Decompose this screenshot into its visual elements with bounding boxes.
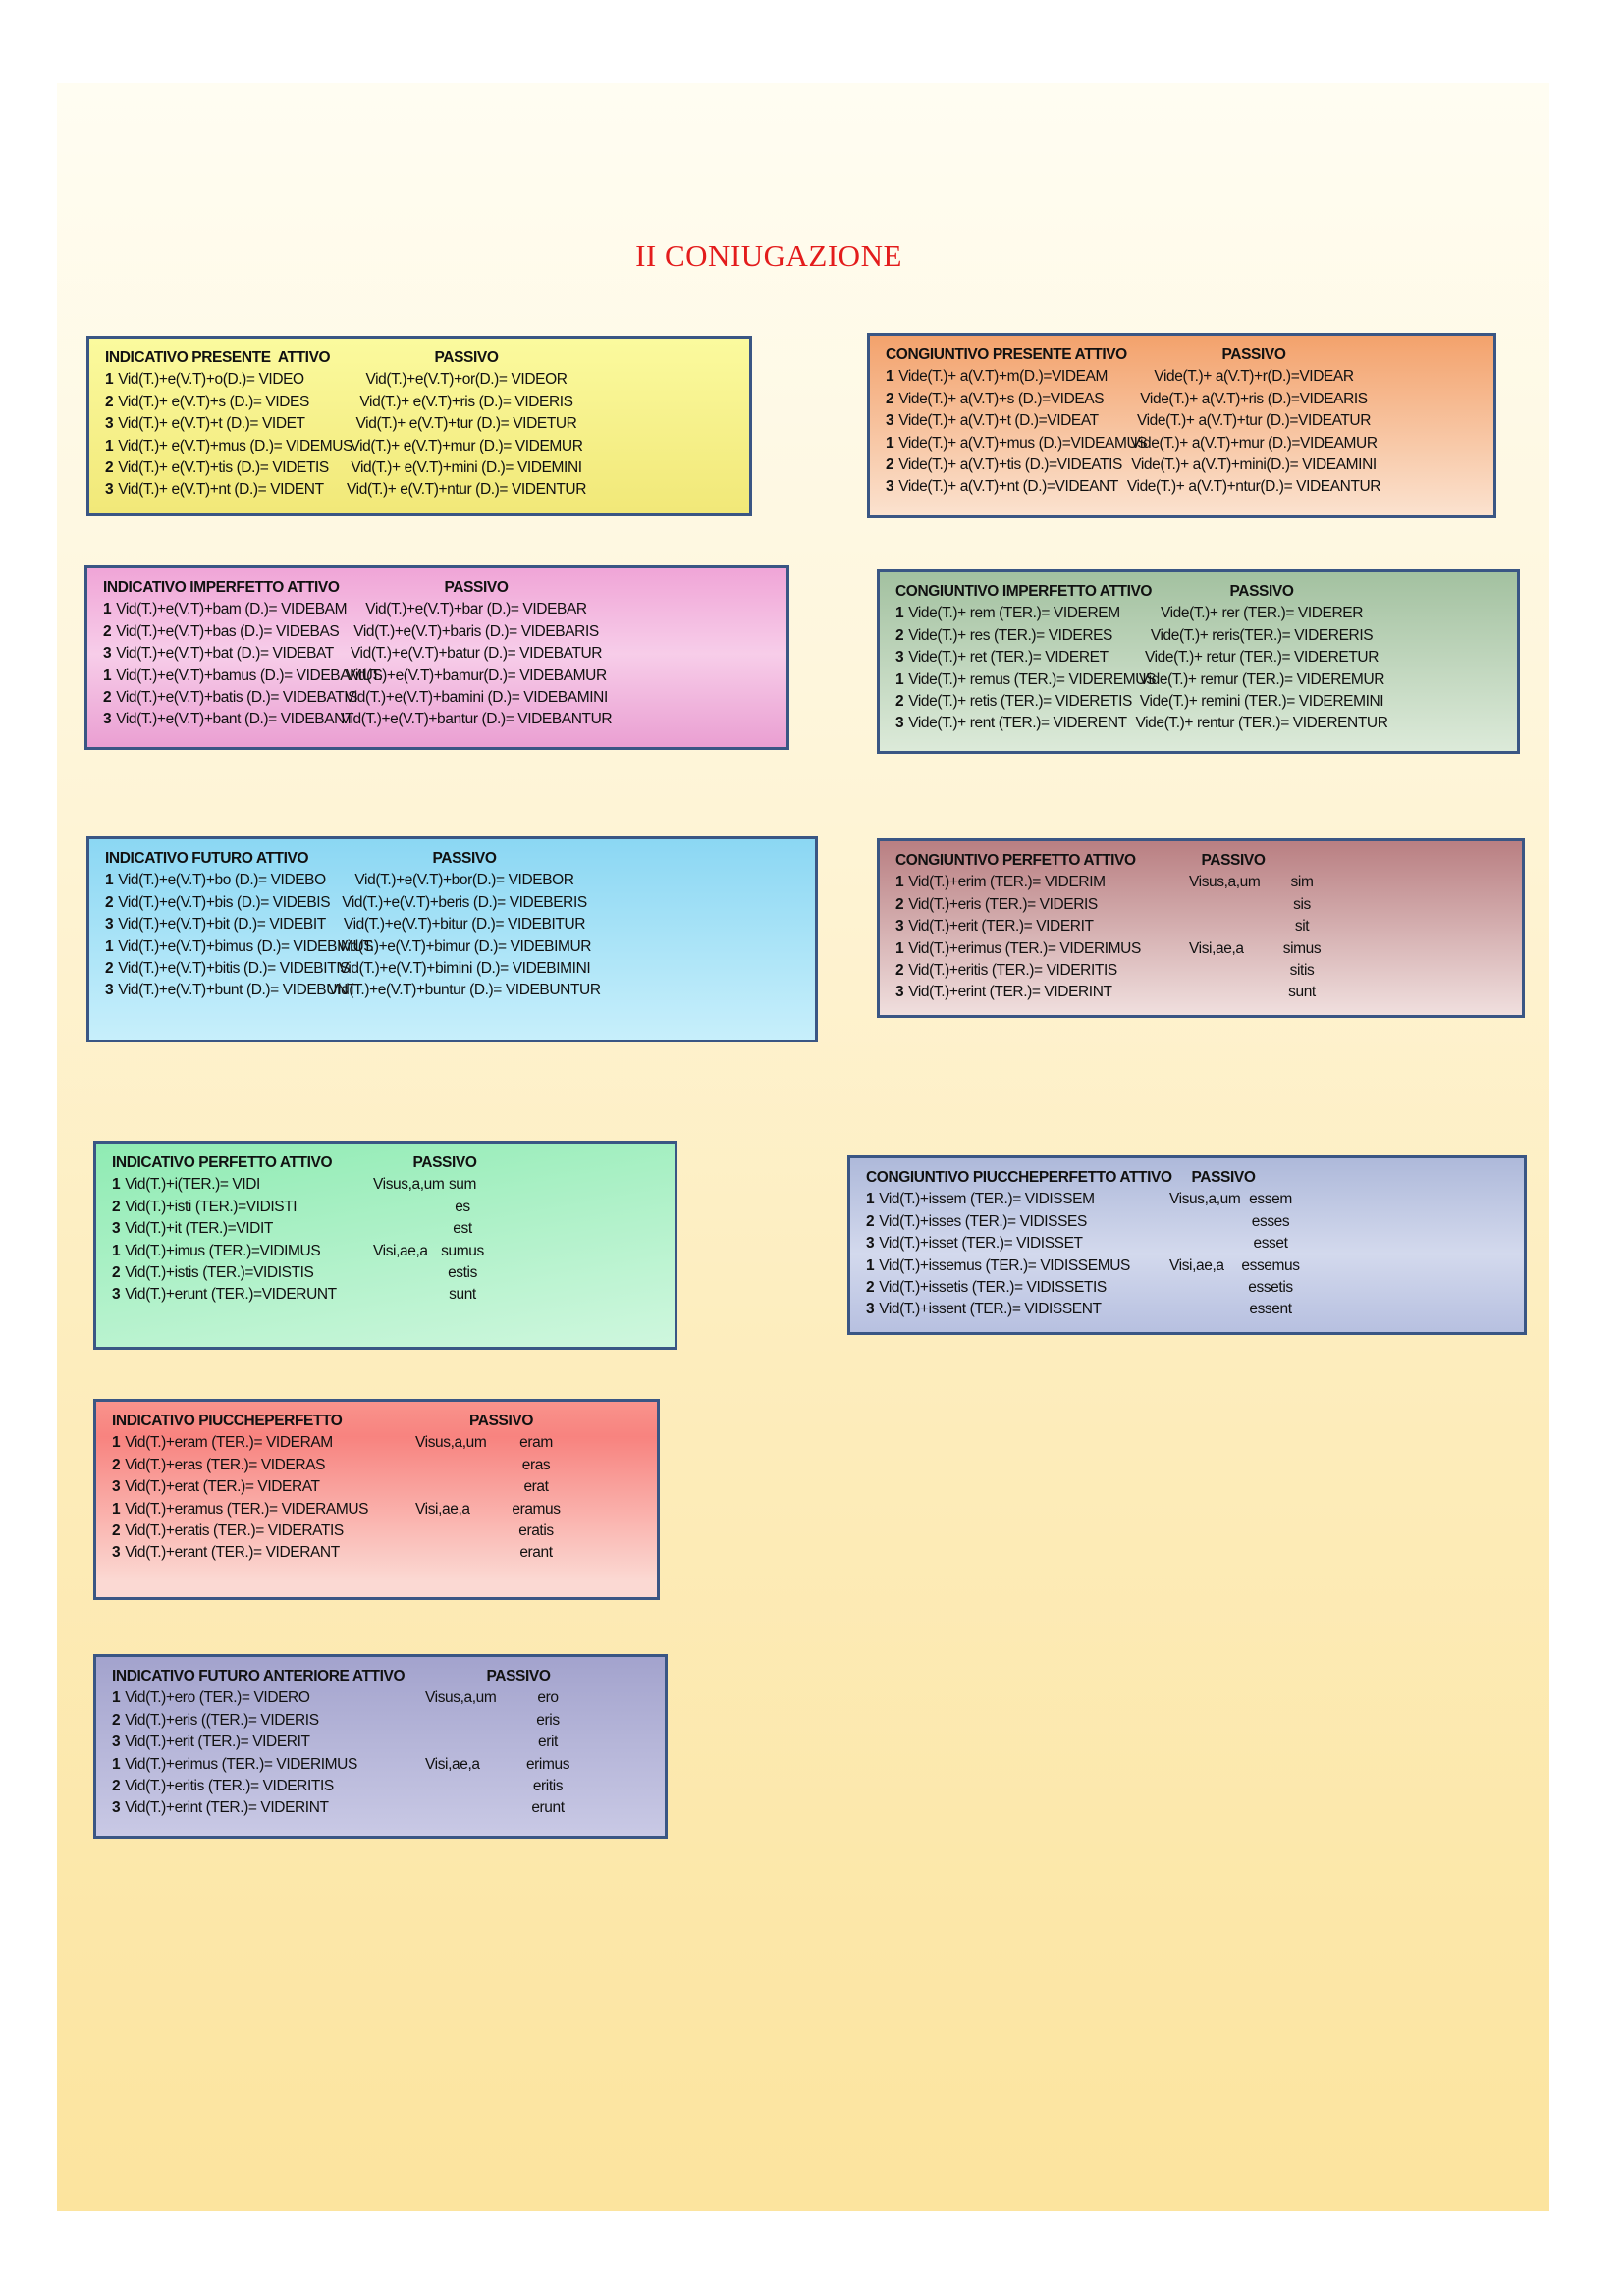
auxiliary: sunt (449, 1286, 476, 1304)
person-number: 2 (105, 393, 114, 410)
auxiliary: eris (536, 1711, 560, 1729)
active-form: Vid(T.)+e(V.T)+bis (D.)= VIDEBIS (118, 893, 331, 911)
conjugation-row (886, 366, 1493, 388)
conjugation-row (105, 457, 749, 479)
conjugation-row (895, 872, 1522, 893)
active-form: Vid(T.)+issem (TER.)= VIDISSEM (879, 1191, 1095, 1208)
box-indicativo-imperfetto (84, 565, 789, 750)
conjugation-row (112, 1432, 657, 1454)
auxiliary: sumus (441, 1242, 484, 1259)
active-form: Vid(T.)+erat (TER.)= VIDERAT (125, 1478, 320, 1496)
active-form: Vide(T.)+ rent (TER.)= VIDERENT (908, 715, 1127, 732)
auxiliary: esses (1251, 1212, 1290, 1230)
active-form: Vid(T.)+eritis (TER.)= VIDERITIS (908, 961, 1117, 979)
conjugation-row (105, 413, 749, 435)
active-form: Vid(T.)+ero (TER.)= VIDERO (125, 1689, 310, 1707)
person-number: 2 (895, 692, 904, 710)
auxiliary: essemus (1241, 1256, 1300, 1274)
auxiliary: erunt (531, 1799, 565, 1817)
header-passive-label: PASSIVO (432, 850, 497, 867)
person-number: 2 (112, 1456, 121, 1473)
participle: Visi,ae,a (1169, 1256, 1224, 1274)
passive-form: Vide(T.)+ a(V.T)+mur (D.)=VIDEAMUR (1130, 434, 1378, 452)
active-form: Vid(T.)+e(V.T)+o(D.)= VIDEO (118, 371, 304, 389)
passive-form: Vide(T.)+ rer (TER.)= VIDERER (1160, 605, 1364, 622)
active-form: Vid(T.)+issemus (TER.)= VIDISSEMUS (879, 1256, 1130, 1274)
person-number: 1 (112, 1500, 121, 1518)
conjugation-row (103, 687, 786, 709)
header-passive-label: PASSIVO (1221, 347, 1286, 363)
auxiliary: eram (519, 1434, 553, 1452)
conjugation-row (112, 1241, 675, 1262)
header-passive-label: PASSIVO (1201, 852, 1266, 869)
person-number: 2 (112, 1777, 121, 1794)
conjugation-row (105, 369, 749, 391)
conjugation-row (895, 960, 1522, 982)
participle: Visi,ae,a (425, 1755, 480, 1773)
person-number: 1 (112, 1755, 121, 1773)
conjugation-row (895, 938, 1522, 960)
active-form: Vid(T.)+ e(V.T)+nt (D.)= VIDENT (118, 481, 324, 499)
box-congiuntivo-presente (867, 333, 1496, 518)
conjugation-row (105, 392, 749, 413)
passive-form: Vide(T.)+ a(V.T)+mini(D.)= VIDEAMINI (1131, 455, 1377, 473)
passive-form: Vid(T.)+e(V.T)+or(D.)= VIDEOR (365, 371, 568, 389)
person-number: 2 (103, 622, 112, 640)
person-number: 2 (105, 959, 114, 977)
person-number: 3 (895, 715, 904, 732)
active-form: Vid(T.)+eris (TER.)= VIDERIS (908, 895, 1098, 913)
header-passive-label: PASSIVO (444, 579, 509, 596)
auxiliary: sitis (1289, 961, 1315, 979)
passive-form: Vide(T.)+ a(V.T)+ntur(D.)= VIDEANTUR (1126, 478, 1381, 496)
auxiliary: sum (448, 1176, 477, 1194)
person-number: 2 (105, 458, 114, 476)
header-passive-label: PASSIVO (1229, 583, 1294, 600)
document-page (57, 83, 1549, 2211)
header-active-label: CONGIUNTIVO PIUCCHEPERFETTO ATTIVO (866, 1169, 1172, 1186)
box-header-row (103, 577, 786, 599)
person-number: 3 (895, 918, 904, 935)
person-number: 1 (105, 872, 114, 889)
person-number: 1 (895, 939, 904, 957)
conjugation-row (866, 1211, 1524, 1233)
person-number: 3 (105, 415, 114, 433)
conjugation-row (112, 1218, 675, 1240)
participle: Visi,ae,a (415, 1500, 470, 1518)
active-form: Vide(T.)+ a(V.T)+s (D.)=VIDEAS (898, 390, 1105, 407)
active-form: Vide(T.)+ ret (TER.)= VIDERET (908, 649, 1109, 667)
person-number: 1 (895, 670, 904, 688)
person-number: 1 (112, 1434, 121, 1452)
box-header-row (112, 1411, 657, 1432)
conjugation-row (112, 1476, 657, 1498)
active-form: Vid(T.)+issetis (TER.)= VIDISSETIS (879, 1278, 1107, 1296)
person-number: 1 (103, 601, 112, 618)
active-form: Vid(T.)+e(V.T)+bitis (D.)= VIDEBITIS (118, 959, 351, 977)
auxiliary: erimus (525, 1755, 570, 1773)
conjugation-row (895, 982, 1522, 1003)
active-form: Vide(T.)+ a(V.T)+t (D.)=VIDEAT (898, 412, 1099, 430)
header-active-label: INDICATIVO PERFETTO ATTIVO (112, 1154, 333, 1171)
conjugation-row (112, 1262, 675, 1284)
active-form: Vid(T.)+e(V.T)+bat (D.)= VIDEBAT (116, 645, 334, 663)
auxiliary: eras (521, 1456, 551, 1473)
auxiliary: ero (537, 1689, 559, 1707)
active-form: Vide(T.)+ rem (TER.)= VIDEREM (908, 605, 1120, 622)
active-form: Vid(T.)+isset (TER.)= VIDISSET (879, 1235, 1083, 1253)
auxiliary: eratis (518, 1522, 554, 1539)
header-passive-label: PASSIVO (412, 1154, 477, 1171)
active-form: Vide(T.)+ res (TER.)= VIDERES (908, 626, 1112, 644)
participle: Visus,a,um (373, 1176, 445, 1194)
passive-form: Vid(T.)+ e(V.T)+ris (D.)= VIDERIS (359, 393, 573, 410)
person-number: 3 (112, 1478, 121, 1496)
person-number: 3 (103, 645, 112, 663)
header-active-label: INDICATIVO FUTURO ANTERIORE ATTIVO (112, 1668, 406, 1684)
person-number: 1 (103, 667, 112, 684)
header-active-label: CONGIUNTIVO PRESENTE ATTIVO (886, 347, 1127, 363)
person-number: 1 (105, 937, 114, 955)
person-number: 2 (103, 688, 112, 706)
person-number: 1 (105, 371, 114, 389)
person-number: 2 (112, 1263, 121, 1281)
active-form: Vid(T.)+ e(V.T)+s (D.)= VIDES (118, 393, 309, 410)
auxiliary: erant (519, 1544, 553, 1562)
active-form: Vid(T.)+eris ((TER.)= VIDERIS (125, 1711, 319, 1729)
conjugation-row (886, 433, 1493, 454)
auxiliary: essetis (1248, 1278, 1293, 1296)
participle: Visus,a,um (415, 1434, 487, 1452)
auxiliary: sit (1294, 918, 1310, 935)
conjugation-row (886, 454, 1493, 476)
box-header-row (112, 1152, 675, 1174)
active-form: Vide(T.)+ retis (TER.)= VIDERETIS (908, 692, 1132, 710)
active-form: Vid(T.)+erit (TER.)= VIDERIT (908, 918, 1094, 935)
conjugation-row (103, 643, 786, 665)
active-form: Vid(T.)+eramus (TER.)= VIDERAMUS (125, 1500, 369, 1518)
person-number: 2 (105, 893, 114, 911)
person-number: 2 (112, 1522, 121, 1539)
box-indicativo-perfetto (93, 1141, 677, 1350)
conjugation-row (105, 870, 815, 891)
passive-form: Vid(T.)+e(V.T)+bar (D.)= VIDEBAR (365, 601, 587, 618)
person-number: 1 (105, 437, 114, 454)
box-congiuntivo-piuccheperfetto (847, 1155, 1527, 1335)
conjugation-row (105, 936, 815, 958)
person-number: 3 (866, 1235, 875, 1253)
person-number: 3 (895, 649, 904, 667)
person-number: 2 (895, 895, 904, 913)
page-title: II CONIUGAZIONE (635, 239, 902, 273)
auxiliary: estis (448, 1263, 477, 1281)
passive-form: Vide(T.)+ retur (TER.)= VIDERETUR (1144, 649, 1379, 667)
auxiliary: simus (1282, 939, 1322, 957)
conjugation-row (103, 599, 786, 620)
active-form: Vid(T.)+imus (TER.)=VIDIMUS (125, 1242, 321, 1259)
person-number: 2 (112, 1198, 121, 1215)
active-form: Vid(T.)+ e(V.T)+t (D.)= VIDET (118, 415, 305, 433)
header-passive-label: PASSIVO (434, 349, 499, 366)
conjugation-row (112, 1687, 665, 1709)
person-number: 3 (105, 481, 114, 499)
active-form: Vid(T.)+isti (TER.)=VIDISTI (125, 1198, 298, 1215)
passive-form: Vid(T.)+e(V.T)+bantur (D.)= VIDEBANTUR (340, 711, 613, 728)
active-form: Vide(T.)+ a(V.T)+tis (D.)=VIDEATIS (898, 455, 1122, 473)
box-indicativo-presente (86, 336, 752, 516)
active-form: Vid(T.)+eritis (TER.)= VIDERITIS (125, 1777, 334, 1794)
active-form: Vid(T.)+ e(V.T)+tis (D.)= VIDETIS (118, 458, 329, 476)
box-header-row (866, 1167, 1524, 1189)
person-number: 2 (866, 1212, 875, 1230)
header-active-label: INDICATIVO IMPERFETTO ATTIVO (103, 579, 340, 596)
passive-form: Vide(T.)+ a(V.T)+ris (D.)=VIDEARIS (1140, 390, 1368, 407)
auxiliary: essem (1249, 1191, 1292, 1208)
box-header-row (112, 1666, 665, 1687)
conjugation-row (895, 603, 1517, 624)
active-form: Vid(T.)+ e(V.T)+mus (D.)= VIDEMUS (118, 437, 352, 454)
person-number: 3 (886, 412, 894, 430)
passive-form: Vid(T.)+e(V.T)+batur (D.)= VIDEBATUR (350, 645, 603, 663)
conjugation-row (112, 1521, 657, 1542)
conjugation-row (895, 647, 1517, 668)
active-form: Vid(T.)+isses (TER.)= VIDISSES (879, 1212, 1087, 1230)
participle: Visus,a,um (1169, 1191, 1241, 1208)
conjugation-row (112, 1284, 675, 1306)
active-form: Vid(T.)+eras (TER.)= VIDERAS (125, 1456, 326, 1473)
person-number: 2 (886, 390, 894, 407)
passive-form: Vid(T.)+ e(V.T)+mini (D.)= VIDEMINI (351, 458, 582, 476)
auxiliary: esset (1253, 1235, 1288, 1253)
person-number: 3 (112, 1220, 121, 1238)
active-form: Vid(T.)+e(V.T)+bit (D.)= VIDEBIT (118, 916, 326, 934)
auxiliary: sim (1290, 874, 1314, 891)
passive-form: Vid(T.)+e(V.T)+bamini (D.)= VIDEBAMINI (345, 688, 608, 706)
conjugation-row (112, 1732, 665, 1753)
box-indicativo-futuro (86, 836, 818, 1042)
active-form: Vid(T.)+eratis (TER.)= VIDERATIS (125, 1522, 344, 1539)
conjugation-row (895, 691, 1517, 713)
conjugation-row (886, 476, 1493, 498)
active-form: Vid(T.)+erimus (TER.)= VIDERIMUS (908, 939, 1141, 957)
conjugation-row (105, 436, 749, 457)
active-form: Vid(T.)+erit (TER.)= VIDERIT (125, 1734, 310, 1751)
conjugation-row (866, 1189, 1524, 1210)
conjugation-row (103, 709, 786, 730)
passive-form: Vid(T.)+ e(V.T)+ntur (D.)= VIDENTUR (347, 481, 586, 499)
person-number: 3 (103, 711, 112, 728)
box-indicativo-piuccheperfetto (93, 1399, 660, 1600)
participle: Visi,ae,a (1189, 939, 1244, 957)
person-number: 3 (112, 1544, 121, 1562)
participle: Visi,ae,a (373, 1242, 428, 1259)
passive-form: Vid(T.)+e(V.T)+baris (D.)= VIDEBARIS (353, 622, 599, 640)
header-passive-label: PASSIVO (1191, 1169, 1256, 1186)
participle: Visus,a,um (425, 1689, 497, 1707)
active-form: Vid(T.)+e(V.T)+bo (D.)= VIDEBO (118, 872, 326, 889)
conjugation-row (112, 1455, 657, 1476)
active-form: Vide(T.)+ a(V.T)+m(D.)=VIDEAM (898, 368, 1109, 386)
auxiliary: sunt (1288, 984, 1316, 1001)
passive-form: Vid(T.)+e(V.T)+bitur (D.)= VIDEBITUR (343, 916, 586, 934)
active-form: Vide(T.)+ a(V.T)+nt (D.)=VIDEANT (898, 478, 1118, 496)
auxiliary: erat (523, 1478, 549, 1496)
active-form: Vid(T.)+issent (TER.)= VIDISSENT (879, 1301, 1102, 1318)
conjugation-row (886, 410, 1493, 432)
participle: Visus,a,um (1189, 874, 1261, 891)
conjugation-row (112, 1710, 665, 1732)
conjugation-row (112, 1197, 675, 1218)
active-form: Vide(T.)+ a(V.T)+mus (D.)=VIDEAMUS (898, 434, 1148, 452)
person-number: 3 (112, 1286, 121, 1304)
passive-form: Vid(T.)+e(V.T)+bor(D.)= VIDEBOR (354, 872, 574, 889)
passive-form: Vide(T.)+ remur (TER.)= VIDEREMUR (1138, 670, 1385, 688)
person-number: 1 (886, 434, 894, 452)
person-number: 2 (886, 455, 894, 473)
active-form: Vid(T.)+erint (TER.)= VIDERINT (908, 984, 1112, 1001)
person-number: 1 (895, 874, 904, 891)
passive-form: Vide(T.)+ reris(TER.)= VIDERERIS (1150, 626, 1374, 644)
conjugation-row (112, 1174, 675, 1196)
passive-form: Vid(T.)+e(V.T)+bimur (D.)= VIDEBIMUR (337, 937, 592, 955)
conjugation-row (895, 625, 1517, 647)
passive-form: Vid(T.)+e(V.T)+beris (D.)= VIDEBERIS (342, 893, 587, 911)
passive-form: Vide(T.)+ a(V.T)+tur (D.)=VIDEATUR (1136, 412, 1372, 430)
active-form: Vid(T.)+erunt (TER.)=VIDERUNT (125, 1286, 337, 1304)
conjugation-row (866, 1277, 1524, 1299)
active-form: Vid(T.)+e(V.T)+bas (D.)= VIDEBAS (116, 622, 340, 640)
person-number: 2 (866, 1278, 875, 1296)
conjugation-row (866, 1255, 1524, 1277)
header-active-label: INDICATIVO FUTURO ATTIVO (105, 850, 309, 867)
conjugation-row (112, 1776, 665, 1797)
active-form: Vid(T.)+it (TER.)=VIDIT (125, 1220, 273, 1238)
conjugation-row (103, 666, 786, 687)
person-number: 2 (895, 961, 904, 979)
conjugation-row (895, 894, 1522, 916)
conjugation-row (112, 1797, 665, 1819)
person-number: 2 (112, 1711, 121, 1729)
box-congiuntivo-perfetto (877, 838, 1525, 1018)
conjugation-row (112, 1499, 657, 1521)
box-header-row (105, 347, 749, 369)
conjugation-row (105, 980, 815, 1001)
active-form: Vid(T.)+istis (TER.)=VIDISTIS (125, 1263, 314, 1281)
active-form: Vid(T.)+e(V.T)+bam (D.)= VIDEBAM (116, 601, 348, 618)
box-congiuntivo-imperfetto (877, 569, 1520, 754)
person-number: 3 (105, 982, 114, 999)
conjugation-row (895, 713, 1517, 734)
person-number: 2 (895, 626, 904, 644)
active-form: Vid(T.)+e(V.T)+bimus (D.)= VIDEBIMUS (118, 937, 374, 955)
person-number: 1 (866, 1256, 875, 1274)
conjugation-row (866, 1299, 1524, 1320)
active-form: Vid(T.)+e(V.T)+bamus (D.)= VIDEBAMUS (116, 667, 383, 684)
header-active-label: CONGIUNTIVO IMPERFETTO ATTIVO (895, 583, 1153, 600)
conjugation-row (112, 1542, 657, 1564)
auxiliary: essent (1249, 1301, 1292, 1318)
passive-form: Vide(T.)+ rentur (TER.)= VIDERENTUR (1135, 715, 1388, 732)
conjugation-row (886, 389, 1493, 410)
conjugation-row (105, 479, 749, 501)
header-active-label: INDICATIVO PIUCCHEPERFETTO (112, 1413, 343, 1429)
conjugation-row (895, 669, 1517, 691)
person-number: 1 (895, 605, 904, 622)
passive-form: Vid(T.)+ e(V.T)+tur (D.)= VIDETUR (355, 415, 577, 433)
passive-form: Vid(T.)+e(V.T)+buntur (D.)= VIDEBUNTUR (328, 982, 601, 999)
active-form: Vid(T.)+i(TER.)= VIDI (125, 1176, 260, 1194)
person-number: 1 (112, 1176, 121, 1194)
active-form: Vid(T.)+e(V.T)+batis (D.)= VIDEBATIS (116, 688, 358, 706)
person-number: 1 (886, 368, 894, 386)
header-active-label: INDICATIVO PRESENTE ATTIVO (105, 349, 331, 366)
box-indicativo-futuro-anteriore (93, 1654, 668, 1839)
person-number: 3 (112, 1734, 121, 1751)
box-header-row (895, 850, 1522, 872)
conjugation-row (866, 1233, 1524, 1255)
header-active-label: CONGIUNTIVO PERFETTO ATTIVO (895, 852, 1136, 869)
auxiliary: erit (538, 1734, 558, 1751)
header-passive-label: PASSIVO (469, 1413, 533, 1429)
auxiliary: eramus (512, 1500, 561, 1518)
header-passive-label: PASSIVO (486, 1668, 551, 1684)
person-number: 1 (866, 1191, 875, 1208)
person-number: 3 (866, 1301, 875, 1318)
passive-form: Vide(T.)+ remini (TER.)= VIDEREMINI (1139, 692, 1384, 710)
active-form: Vid(T.)+erant (TER.)= VIDERANT (125, 1544, 340, 1562)
active-form: Vid(T.)+erim (TER.)= VIDERIM (908, 874, 1106, 891)
passive-form: Vid(T.)+ e(V.T)+mur (D.)= VIDEMUR (350, 437, 583, 454)
auxiliary: sis (1293, 895, 1311, 913)
conjugation-row (895, 916, 1522, 937)
active-form: Vid(T.)+e(V.T)+bunt (D.)= VIDEBUNT (118, 982, 356, 999)
auxiliary: eritis (532, 1777, 564, 1794)
active-form: Vid(T.)+erint (TER.)= VIDERINT (125, 1799, 329, 1817)
auxiliary: est (453, 1220, 472, 1238)
box-header-row (105, 848, 815, 870)
person-number: 1 (112, 1689, 121, 1707)
conjugation-row (103, 621, 786, 643)
person-number: 3 (105, 916, 114, 934)
box-header-row (895, 581, 1517, 603)
passive-form: Vid(T.)+e(V.T)+bimini (D.)= VIDEBIMINI (338, 959, 591, 977)
active-form: Vid(T.)+e(V.T)+bant (D.)= VIDEBANT (116, 711, 354, 728)
person-number: 3 (886, 478, 894, 496)
person-number: 3 (112, 1799, 121, 1817)
conjugation-row (112, 1754, 665, 1776)
conjugation-row (105, 958, 815, 980)
conjugation-row (105, 892, 815, 914)
active-form: Vid(T.)+erimus (TER.)= VIDERIMUS (125, 1755, 357, 1773)
box-header-row (886, 345, 1493, 366)
active-form: Vide(T.)+ remus (TER.)= VIDEREMUS (908, 670, 1157, 688)
auxiliary: es (455, 1198, 470, 1215)
conjugation-row (105, 914, 815, 935)
active-form: Vid(T.)+eram (TER.)= VIDERAM (125, 1434, 333, 1452)
person-number: 3 (895, 984, 904, 1001)
passive-form: Vide(T.)+ a(V.T)+r(D.)=VIDEAR (1154, 368, 1354, 386)
passive-form: Vid(T.)+e(V.T)+bamur(D.)= VIDEBAMUR (346, 667, 607, 684)
person-number: 1 (112, 1242, 121, 1259)
